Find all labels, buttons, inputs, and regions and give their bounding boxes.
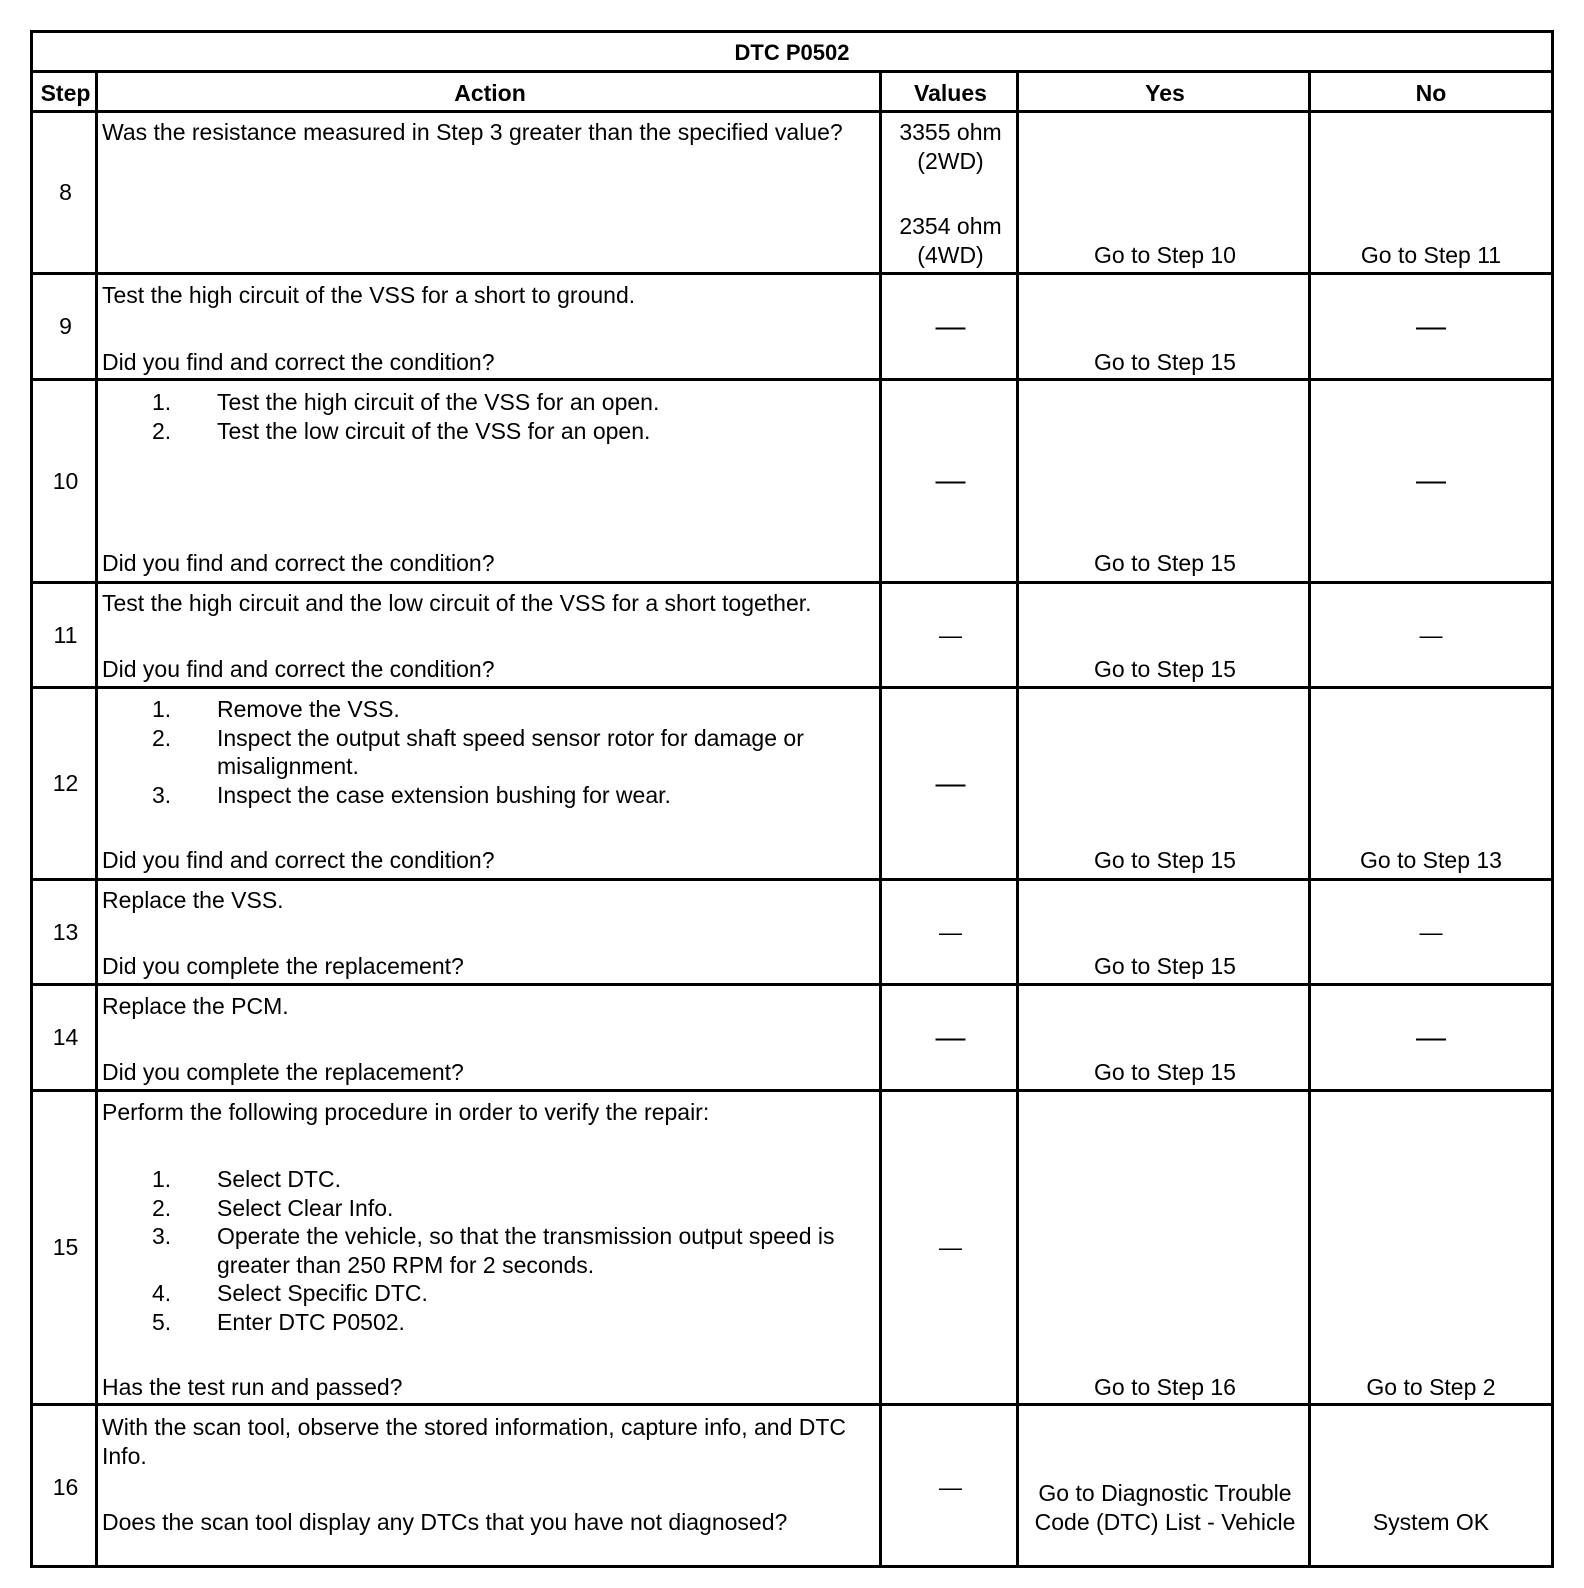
step-number: 10 [52, 467, 79, 494]
list-item: 1. Remove the VSS. [152, 696, 400, 722]
table-title: DTC P0502 [734, 40, 850, 65]
header-values: Values [914, 80, 987, 106]
yes-text: Go to Step 15 [1094, 953, 1236, 979]
header-no: No [1415, 80, 1447, 106]
action-list [102, 1165, 877, 1336]
list-item: 2. Inspect the output shaft speed sensor rotor for damage or misalignment. [152, 724, 804, 779]
yes-text: Go to Step 15 [1094, 349, 1236, 375]
question-text: Does the scan tool display any DTCs that you have not diagnosed? [102, 1509, 788, 1535]
yes-text: Go to Step 15 [1094, 1059, 1236, 1085]
value-text: — [935, 464, 966, 497]
step-number: 16 [52, 1473, 79, 1500]
list-item: 2. Test the low circuit of the VSS for an open. [152, 417, 651, 444]
question-text: Did you find and correct the condition? [102, 550, 495, 576]
no-text: — [1419, 919, 1443, 945]
value-text: 2354 ohm (4WD) [899, 213, 1002, 268]
no-text: — [1419, 622, 1443, 648]
list-item: 2. Select Clear Info. [152, 1194, 394, 1221]
step-number: 13 [52, 918, 79, 945]
action-text: Test the high circuit of the VSS for a short to ground. [102, 282, 636, 308]
list-item: 4. Select Specific DTC. [152, 1280, 428, 1306]
step-number: 11 [53, 621, 78, 648]
yes-text: Go to Step 15 [1094, 656, 1236, 682]
list-item: 3. Inspect the case extension bushing for wear. [152, 781, 671, 808]
list-item: 5. Enter DTC P0502. [152, 1308, 405, 1335]
step-number: 15 [52, 1234, 79, 1261]
dtc-table [30, 30, 1554, 1568]
yes-text: Go to Step 10 [1094, 242, 1236, 268]
value-text: — [935, 310, 966, 343]
action-list [102, 695, 877, 809]
question-text: Did you complete the replacement? [102, 953, 464, 979]
value-text: — [935, 767, 966, 800]
action-text: Replace the VSS. [102, 887, 284, 913]
yes-text: Go to Step 15 [1094, 847, 1236, 873]
yes-text: Go to Diagnostic Trouble Code (DTC) List - Vehicle [1034, 1480, 1296, 1535]
no-text: — [1416, 464, 1446, 497]
value-text: — [939, 622, 962, 648]
no-text: Go to Step 11 [1360, 242, 1502, 268]
action-text: Perform the following procedure in order to verify the repair: [102, 1099, 710, 1125]
action-text: Replace the PCM. [102, 993, 289, 1019]
no-text: Go to Step 2 [1366, 1374, 1496, 1400]
yes-text: Go to Step 15 [1094, 550, 1236, 576]
yes-text: Go to Step 16 [1094, 1374, 1236, 1400]
question-text: Did you find and correct the condition? [102, 656, 495, 682]
step-number: 14 [52, 1024, 79, 1051]
question-text: Did you complete the replacement? [102, 1059, 464, 1085]
question-text: Did you find and correct the condition? [102, 349, 495, 375]
step-number: 9 [59, 313, 72, 340]
header-action: Action [454, 80, 526, 106]
value-text: — [939, 1234, 962, 1260]
question-text: Did you find and correct the condition? [102, 847, 495, 873]
list-item: 1. Select DTC. [152, 1166, 341, 1192]
no-text: Go to Step 13 [1360, 847, 1502, 873]
action-list [102, 388, 877, 445]
step-number: 8 [59, 179, 72, 206]
header-yes: Yes [1145, 80, 1185, 106]
list-item: 3. Operate the vehicle, so that the transmission output speed is greater than 250 RPM for 2 seconds. [152, 1223, 835, 1278]
list-item: 1. Test the high circuit of the VSS for an open. [152, 389, 660, 415]
value-text: — [939, 919, 962, 945]
grid-line [33, 686, 1551, 689]
value-text: — [939, 1474, 962, 1500]
action-text: With the scan tool, observe the stored information, capture info, and DTC Info. [102, 1414, 847, 1469]
action-text: Was the resistance measured in Step 3 greater than the specified value? [102, 119, 843, 145]
action-text: Test the high circuit and the low circuit of the VSS for a short together. [102, 590, 812, 616]
value-text: 3355 ohm (2WD) [899, 119, 1002, 174]
no-text: — [1416, 1021, 1446, 1054]
value-text: — [935, 1021, 966, 1054]
no-text: System OK [1372, 1509, 1490, 1535]
step-number: 12 [52, 770, 79, 797]
grid-line [33, 1403, 1551, 1406]
question-text: Has the test run and passed? [102, 1374, 403, 1400]
grid-line [33, 1089, 1551, 1092]
no-text: — [1416, 310, 1446, 343]
header-step: Step [40, 80, 91, 106]
